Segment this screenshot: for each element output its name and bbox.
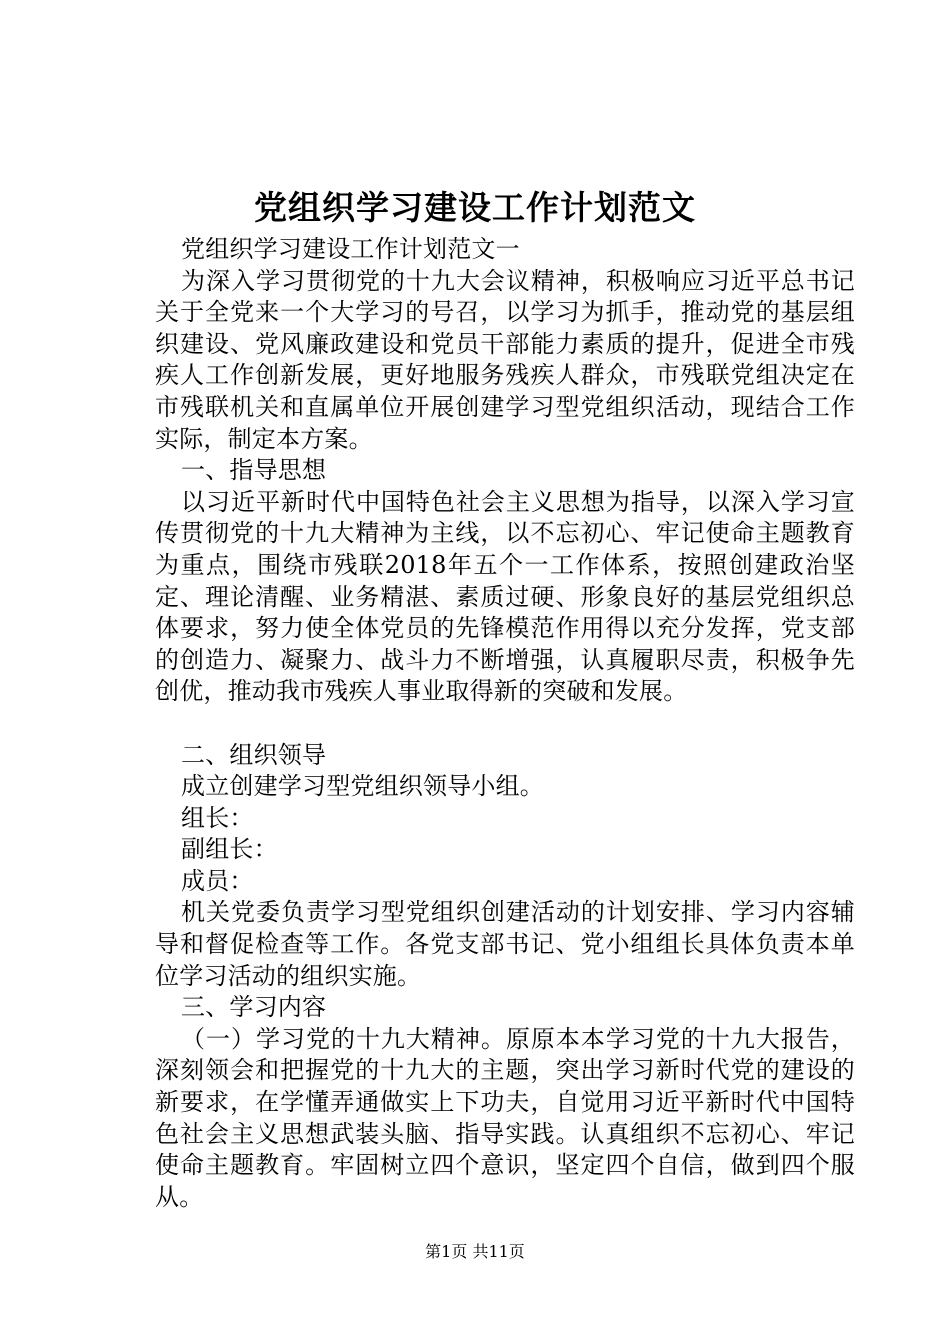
section-heading-guiding-thought: 一、指导思想 (181, 456, 327, 485)
section-heading-study-content: 三、学习内容 (181, 993, 327, 1022)
leadership-group-paragraph: 成立创建学习型党组织领导小组。 (181, 772, 544, 801)
subtitle-paragraph: 党组织学习建设工作计划范文一 (181, 235, 520, 263)
guiding-thought-paragraph: 以习近平新时代中国特色社会主义思想为指导，以深入学习宣传贯彻党的十九大精神为主线，以不忘初心、牢记使命主题教育为重点，围绕市残联2018年五个一工作体系，按照创建政治坚定、理论清醒、业务精湛、素质过硬、形象良好的基层党组织总体要求，努力使全体党员的先锋模范作用得以充分发挥，党支部的创造力、凝聚力、战斗力不断增强，认真履职尽责，积极争先创优，推动我市残疾人事业取得新的突破和发展。 (155, 487, 855, 706)
page-footer: 第1页 共11页 (425, 1242, 525, 1261)
document-title: 党组织学习建设工作计划范文 (254, 188, 696, 227)
deputy-leader-line: 副组长： (181, 835, 278, 864)
group-leader-line: 组长： (181, 803, 254, 832)
intro-paragraph: 为深入学习贯彻党的十九大会议精神，积极响应习近平总书记关于全党来一个大学习的号召，以学习为抓手，推动党的基层组织建设、党风廉政建设和党员干部能力素质的提升，促进全市残疾人工作创新发展，更好地服务残疾人群众，市残联党组决定在市残联机关和直属单位开展创建学习型党组织活动，现结合工作实际，制定本方案。 (155, 266, 855, 453)
members-line: 成员： (181, 866, 254, 895)
study-content-paragraph: （一）学习党的十九大精神。原原本本学习党的十九大报告，深刻领会和把握党的十九大的主题，突出学习新时代党的建设的新要求，在学懂弄通做实上下功夫，自觉用习近平新时代中国特色社会主义思想武装头脑、指导实践。认真组织不忘初心、牢记使命主题教育。牢固树立四个意识，坚定四个自信，做到四个服从。 (155, 1024, 855, 1211)
blank-line (155, 708, 855, 740)
section-heading-organization: 二、组织领导 (181, 740, 327, 769)
document-body (155, 234, 855, 1213)
responsibility-paragraph: 机关党委负责学习型党组织创建活动的计划安排、学习内容辅导和督促检查等工作。各党支部书记、党小组组长具体负责本单位学习活动的组织实施。 (155, 898, 855, 990)
